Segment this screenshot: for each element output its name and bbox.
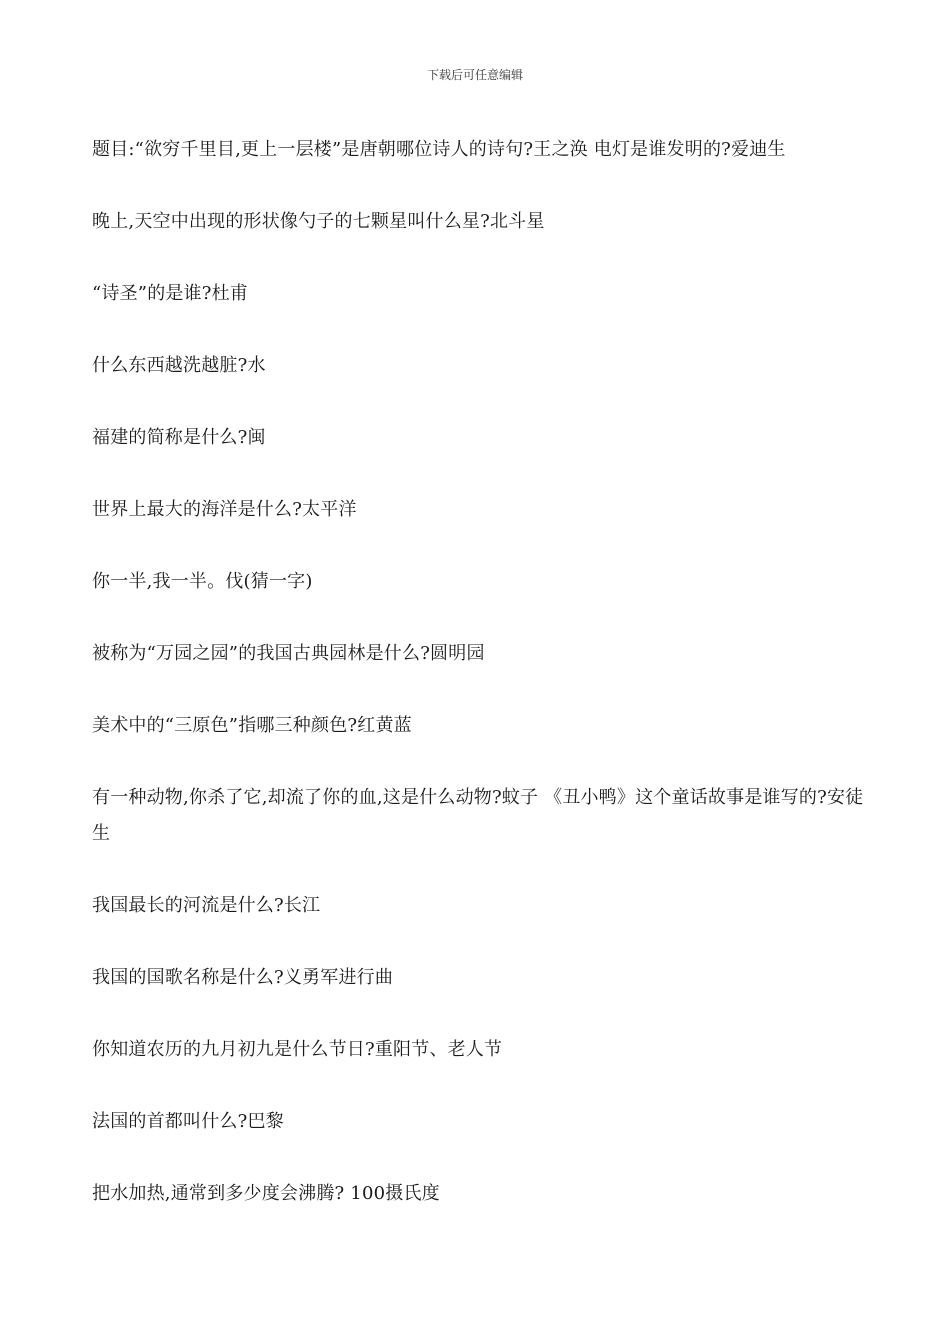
- question-paragraph: 什么东西越洗越脏?水: [92, 355, 266, 376]
- question-paragraph: 把水加热,通常到多少度会沸腾? 100摄氏度: [92, 1183, 440, 1204]
- question-paragraph: 福建的简称是什么?闽: [92, 427, 266, 448]
- question-paragraph: 美术中的“三原色”指哪三种颜色?红黄蓝: [92, 715, 412, 736]
- question-paragraph: 你知道农历的九月初九是什么节日?重阳节、老人节: [92, 1039, 503, 1060]
- question-paragraph: 法国的首都叫什么?巴黎: [92, 1111, 284, 1132]
- question-paragraph: 世界上最大的海洋是什么?太平洋: [92, 499, 357, 520]
- document-body: [92, 132, 867, 1248]
- question-paragraph: 题目:“欲穷千里目,更上一层楼”是唐朝哪位诗人的诗句?王之涣 电灯是谁发明的?爱迪生: [92, 139, 786, 160]
- question-paragraph: 你一半,我一半。伐(猜一字): [92, 571, 313, 592]
- question-paragraph: 有一种动物,你杀了它,却流了你的血,这是什么动物?蚊子 《丑小鸭》这个童话故事是谁写的?安徒生: [92, 787, 864, 844]
- question-paragraph: “诗圣”的是谁?杜甫: [92, 283, 249, 304]
- question-paragraph: 被称为“万园之园”的我国古典园林是什么?圆明园: [92, 643, 485, 664]
- question-paragraph: 我国最长的河流是什么?长江: [92, 895, 321, 916]
- question-paragraph: 我国的国歌名称是什么?义勇军进行曲: [92, 967, 394, 988]
- page-header: 下载后可任意编辑: [426, 68, 523, 82]
- question-paragraph: 晚上,天空中出现的形状像勺子的七颗星叫什么星?北斗星: [92, 211, 545, 232]
